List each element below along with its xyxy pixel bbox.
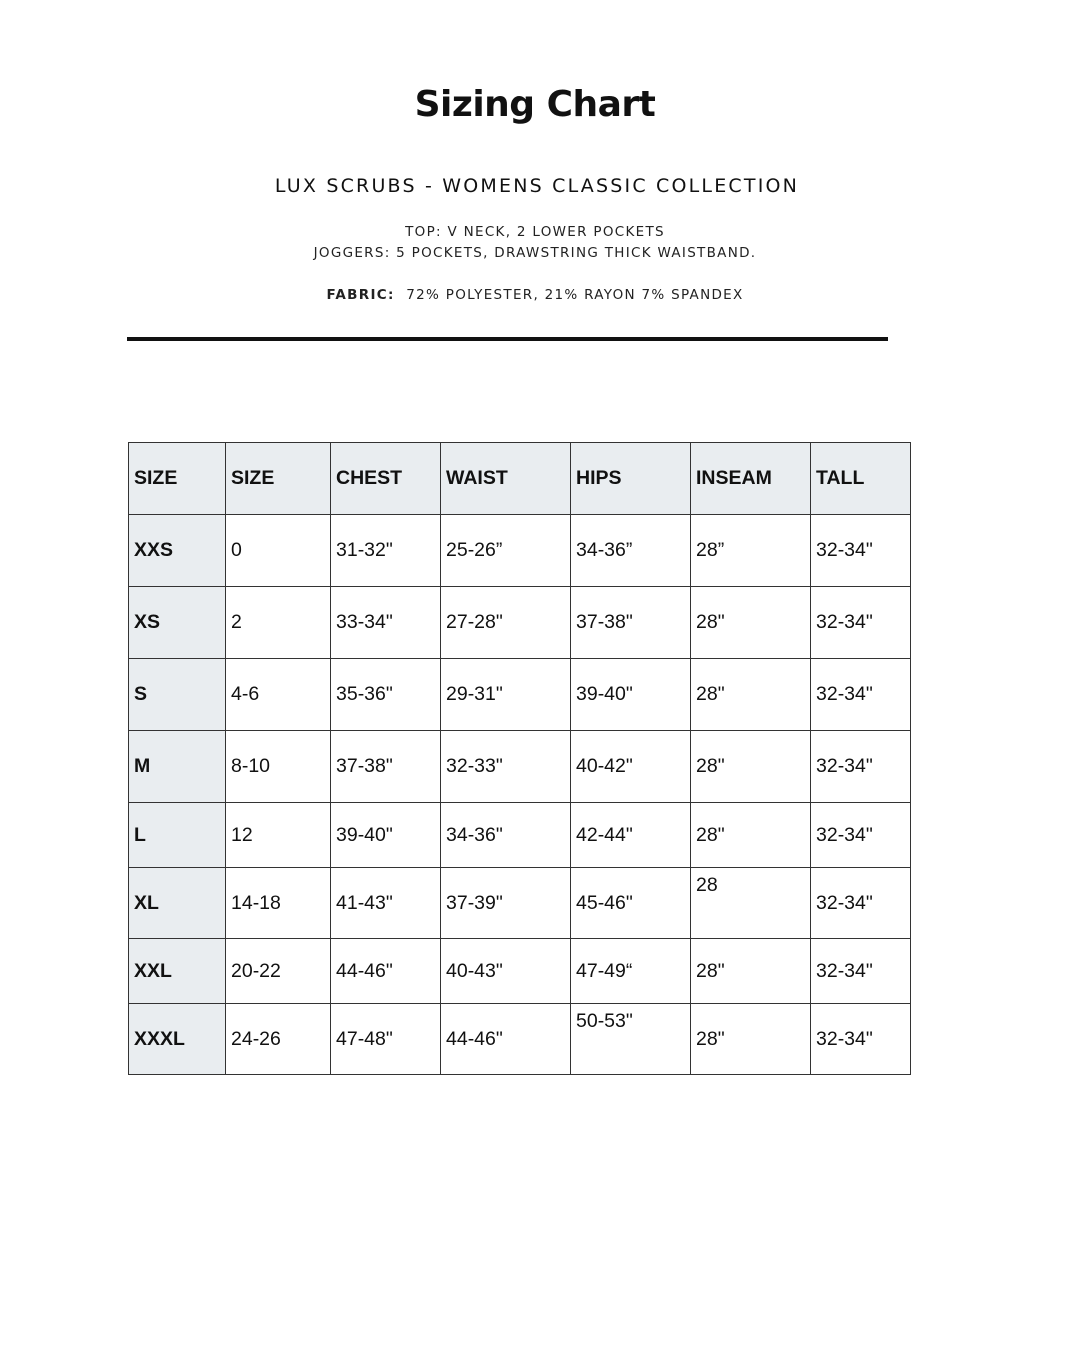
table-cell: 28" <box>691 1004 811 1075</box>
collection-subtitle: LUX SCRUBS - WOMENS CLASSIC COLLECTION <box>274 175 800 197</box>
header-cell-size-letter: SIZE <box>129 443 226 515</box>
table-cell: 2 <box>226 587 331 659</box>
sizing-table <box>128 442 911 1075</box>
table-cell: 39-40" <box>331 803 441 868</box>
table-cell: S <box>129 659 226 731</box>
table-cell: 31-32" <box>331 515 441 587</box>
table-cell: 27-28" <box>441 587 571 659</box>
table-cell: XXXL <box>129 1004 226 1075</box>
table-cell: 33-34" <box>331 587 441 659</box>
table-row <box>129 515 911 587</box>
table-row <box>129 803 911 868</box>
table-cell: 32-33" <box>441 731 571 803</box>
fabric-info <box>0 287 1070 303</box>
table-cell: 35-36" <box>331 659 441 731</box>
table-cell: 32-34" <box>811 659 911 731</box>
table-cell: 39-40" <box>571 659 691 731</box>
joggers-description: JOGGERS: 5 POCKETS, DRAWSTRING THICK WAISTBAND. <box>313 245 757 261</box>
table-cell: L <box>129 803 226 868</box>
table-cell: XS <box>129 587 226 659</box>
table-cell: 32-34" <box>811 803 911 868</box>
table-cell: M <box>129 731 226 803</box>
table-cell: 25-26” <box>441 515 571 587</box>
table-row <box>129 731 911 803</box>
table-cell: 40-43" <box>441 939 571 1004</box>
table-cell: 44-46" <box>331 939 441 1004</box>
table-cell: 32-34" <box>811 1004 911 1075</box>
table-cell: 40-42" <box>571 731 691 803</box>
table-cell: 20-22 <box>226 939 331 1004</box>
header-cell-waist: WAIST <box>441 443 571 515</box>
table-cell: 32-34" <box>811 868 911 939</box>
table-cell: 24-26 <box>226 1004 331 1075</box>
table-cell: XXL <box>129 939 226 1004</box>
table-cell: 42-44" <box>571 803 691 868</box>
table-cell: 47-48" <box>331 1004 441 1075</box>
table-cell: 37-38" <box>331 731 441 803</box>
table-row <box>129 868 911 939</box>
table-cell: 28" <box>691 659 811 731</box>
table-cell: 45-46" <box>571 868 691 939</box>
header-cell-chest: CHEST <box>331 443 441 515</box>
header-cell-hips: HIPS <box>571 443 691 515</box>
table-cell: 34-36” <box>571 515 691 587</box>
table-cell: 14-18 <box>226 868 331 939</box>
page-title: Sizing Chart <box>414 84 656 125</box>
table-cell: 41-43" <box>331 868 441 939</box>
fabric-value: 72% POLYESTER, 21% RAYON 7% SPANDEX <box>406 287 744 303</box>
table-cell: 28" <box>691 803 811 868</box>
table-cell: 32-34" <box>811 731 911 803</box>
table-cell: 28 <box>691 868 811 939</box>
table-cell: 50-53" <box>571 1004 691 1075</box>
table-cell: 29-31" <box>441 659 571 731</box>
fabric-label: FABRIC: <box>326 287 395 303</box>
table-cell: 32-34" <box>811 939 911 1004</box>
table-cell: 28" <box>691 731 811 803</box>
table-row <box>129 659 911 731</box>
table-cell: 34-36" <box>441 803 571 868</box>
table-cell: 8-10 <box>226 731 331 803</box>
table-cell: 0 <box>226 515 331 587</box>
table-cell: 47-49“ <box>571 939 691 1004</box>
table-cell: 28" <box>691 587 811 659</box>
table-cell: 37-38" <box>571 587 691 659</box>
table-row <box>129 1004 911 1075</box>
header-cell-tall: TALL <box>811 443 911 515</box>
header-cell-size-number: SIZE <box>226 443 331 515</box>
header-cell-inseam: INSEAM <box>691 443 811 515</box>
divider-rule <box>127 337 888 341</box>
table-cell: 32-34" <box>811 587 911 659</box>
table-cell: 28” <box>691 515 811 587</box>
table-cell: 37-39" <box>441 868 571 939</box>
table-cell: 4-6 <box>226 659 331 731</box>
top-description: TOP: V NECK, 2 LOWER POCKETS <box>405 224 665 240</box>
table-row <box>129 587 911 659</box>
table-cell: XL <box>129 868 226 939</box>
table-cell: 44-46" <box>441 1004 571 1075</box>
table-row <box>129 939 911 1004</box>
table-cell: 32-34" <box>811 515 911 587</box>
table-header-row <box>129 443 911 515</box>
table-cell: 28" <box>691 939 811 1004</box>
table-cell: XXS <box>129 515 226 587</box>
table-cell: 12 <box>226 803 331 868</box>
